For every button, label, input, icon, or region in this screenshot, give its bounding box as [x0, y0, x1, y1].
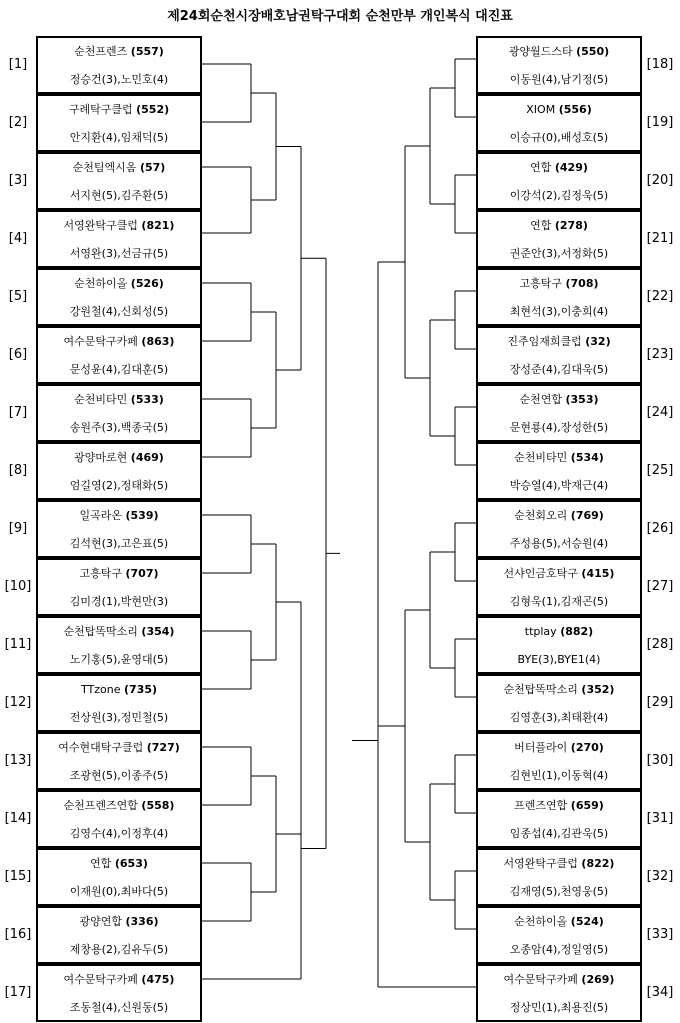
team-club-code: (534) — [570, 451, 604, 464]
team-players: 조광현(5),이종주(5) — [69, 769, 169, 782]
seed-number: [33] — [646, 927, 674, 942]
team-club-name: 순천프렌즈연합 — [63, 799, 138, 812]
seed-number: [12] — [4, 695, 32, 710]
team-players: 서영완(3),선금규(5) — [69, 247, 169, 260]
team-players: 김재영(5),천영웅(5) — [509, 885, 609, 898]
team-club-code: (882) — [560, 625, 594, 638]
team-club-code: (557) — [130, 45, 164, 58]
team-club-code: (550) — [576, 45, 610, 58]
team-club-code: (727) — [146, 741, 180, 754]
team-club-name: 순천하이올 — [74, 277, 128, 290]
seed-number: [31] — [646, 811, 674, 826]
seed-number: [3] — [8, 173, 28, 188]
team-players: 김석현(3),고은표(5) — [69, 537, 169, 550]
seed-number: [8] — [8, 463, 28, 478]
seed-number: [17] — [4, 985, 32, 1000]
seed-number: [10] — [4, 579, 32, 594]
seed-number: [11] — [4, 637, 32, 652]
team-players: 송원주(3),백종국(5) — [69, 421, 169, 434]
team-club-name: 순천비타민 — [514, 451, 568, 464]
team-club-name: 순천회오리 — [514, 509, 568, 522]
team-club-code: (415) — [581, 567, 615, 580]
team-players: 전상원(3),정민철(5) — [69, 711, 169, 724]
team-club-code: (552) — [136, 103, 170, 116]
team-players: 노기홍(5),윤영대(5) — [69, 653, 169, 666]
team-club-code: (32) — [585, 335, 611, 348]
team-club-name: ttplay — [524, 625, 557, 638]
team-club-code: (735) — [123, 683, 158, 696]
team-players: 안지환(4),임채덕(5) — [69, 131, 169, 144]
team-players: BYE(3),BYE1(4) — [517, 653, 601, 666]
team-club-name: 광양마로현 — [74, 451, 128, 464]
team-players: 임종섭(4),김관욱(5) — [509, 827, 609, 840]
team-club-code: (269) — [581, 973, 615, 986]
team-players: 권준안(3),서정화(5) — [509, 247, 609, 260]
team-club-code: (653) — [114, 857, 148, 870]
team-club-name: 광양연합 — [79, 915, 122, 928]
team-club-code: (270) — [570, 741, 604, 754]
team-players: 김영훈(3),최태환(4) — [509, 711, 609, 724]
team-players: 이동원(4),남기정(5) — [509, 73, 609, 86]
team-club-name: 고흥탁구 — [519, 277, 562, 290]
team-club-name: 여수문탁구카페 — [63, 335, 138, 348]
team-club-name: 연합 — [90, 857, 112, 870]
team-players: 이재원(0),최바다(5) — [69, 885, 169, 898]
seed-number: [28] — [646, 637, 674, 652]
team-players: 이승규(0),배성호(5) — [509, 131, 609, 144]
team-club-code: (353) — [565, 393, 599, 406]
team-club-code: (57) — [139, 161, 166, 174]
seed-number: [25] — [646, 463, 674, 478]
team-club-code: (429) — [554, 161, 588, 174]
team-club-code: (533) — [130, 393, 164, 406]
team-players: 제창용(2),김유두(5) — [69, 943, 169, 956]
team-club-name: 선샤인금호탁구 — [503, 567, 578, 580]
team-club-name: 순천하이올 — [514, 915, 568, 928]
seed-number: [14] — [4, 811, 32, 826]
page-title: 제24회순천시장배호남권탁구대회 순천만부 개인복식 대진표 — [167, 9, 513, 24]
team-club-code: (526) — [130, 277, 164, 290]
team-players: 정승건(3),노민호(4) — [69, 73, 169, 86]
seed-number: [20] — [646, 173, 674, 188]
team-players: 박승열(4),박재근(4) — [509, 479, 609, 492]
seed-number: [18] — [646, 57, 674, 72]
team-club-code: (659) — [570, 799, 604, 812]
team-club-name: 고흥탁구 — [79, 567, 122, 580]
team-club-code: (821) — [141, 219, 175, 232]
team-club-code: (278) — [554, 219, 588, 232]
seed-number: [7] — [8, 405, 28, 420]
seed-number: [2] — [8, 115, 28, 130]
team-club-name: 버터플라이 — [514, 741, 568, 754]
team-club-code: (524) — [570, 915, 604, 928]
team-club-code: (469) — [130, 451, 164, 464]
seed-number: [29] — [646, 695, 674, 710]
team-players: 문현룡(4),장성한(5) — [509, 421, 609, 434]
team-players: 김현빈(1),이동혁(4) — [509, 769, 609, 782]
seed-number: [21] — [646, 231, 674, 246]
seed-number: [19] — [646, 115, 674, 130]
team-club-name: 일곡라온 — [79, 509, 122, 522]
team-club-code: (475) — [141, 973, 175, 986]
team-club-name: 연합 — [530, 161, 552, 174]
team-club-code: (556) — [558, 103, 592, 116]
seed-number: [23] — [646, 347, 674, 362]
team-club-name: 여수문탁구카페 — [503, 973, 578, 986]
team-club-code: (707) — [125, 567, 159, 580]
team-players: 조동철(4),신원동(5) — [69, 1001, 169, 1014]
seed-number: [13] — [4, 753, 32, 768]
seed-number: [26] — [646, 521, 674, 536]
team-club-name: 순천팀엑시옴 — [72, 161, 137, 174]
team-club-code: (863) — [141, 335, 175, 348]
team-club-name: 순천탑똑딱소리 — [63, 625, 138, 638]
team-club-code: (708) — [565, 277, 599, 290]
team-players: 정상민(1),최용진(5) — [509, 1001, 609, 1014]
team-players: 장성준(4),김대욱(5) — [509, 363, 609, 376]
seed-number: [6] — [8, 347, 28, 362]
team-club-code: (352) — [581, 683, 615, 696]
team-club-name: 여수문탁구카페 — [63, 973, 138, 986]
team-club-code: (354) — [141, 625, 175, 638]
team-players: 이강석(2),김정욱(5) — [509, 189, 609, 202]
seed-number: [15] — [4, 869, 32, 884]
team-club-code: (539) — [125, 509, 159, 522]
seed-number: [9] — [8, 521, 28, 536]
team-players: 김미경(1),박현만(3) — [69, 595, 169, 608]
team-club-name: 광양월드스타 — [508, 45, 573, 58]
seed-number: [5] — [8, 289, 28, 304]
team-players: 문성윤(4),김대훈(5) — [69, 363, 169, 376]
seed-number: [30] — [646, 753, 674, 768]
team-players: 강원철(4),신회성(5) — [69, 305, 169, 318]
team-club-name: XIOM — [526, 103, 556, 116]
team-club-code: (558) — [141, 799, 175, 812]
seed-number: [24] — [646, 405, 674, 420]
team-club-code: (769) — [570, 509, 604, 522]
team-players: 김형욱(1),김재곤(5) — [509, 595, 609, 608]
team-club-name: 구례탁구클럽 — [68, 103, 133, 116]
team-players: 주성용(5),서승원(4) — [509, 537, 609, 550]
team-players: 오종암(4),정일영(5) — [509, 943, 609, 956]
team-club-name: 순천연합 — [519, 393, 562, 406]
team-club-name: 프렌즈연합 — [514, 799, 568, 812]
seed-number: [32] — [646, 869, 674, 884]
team-club-name: 서영완탁구클럽 — [503, 857, 578, 870]
team-club-name: 순천탑똑딱소리 — [503, 683, 578, 696]
team-club-name: TTzone — [80, 683, 121, 696]
team-club-name: 여수현대탁구클럽 — [58, 741, 144, 754]
seed-number: [22] — [646, 289, 674, 304]
seed-number: [27] — [646, 579, 674, 594]
team-players: 엄길영(2),정태화(5) — [69, 479, 169, 492]
seed-number: [16] — [4, 927, 32, 942]
seed-number: [34] — [646, 985, 674, 1000]
team-club-code: (336) — [125, 915, 159, 928]
team-players: 최현석(3),이충희(4) — [509, 305, 609, 318]
team-club-name: 순천비타민 — [74, 393, 128, 406]
team-club-name: 순천프렌즈 — [74, 45, 128, 58]
team-players: 김영수(4),이정후(4) — [69, 827, 169, 840]
team-players: 서지현(5),김주환(5) — [69, 189, 169, 202]
seed-number: [4] — [8, 231, 28, 246]
team-club-name: 서영완탁구클럽 — [63, 219, 138, 232]
team-club-name: 진주임재희클럽 — [507, 335, 582, 348]
team-club-name: 연합 — [530, 219, 552, 232]
team-club-code: (822) — [581, 857, 615, 870]
seed-number: [1] — [8, 57, 28, 72]
